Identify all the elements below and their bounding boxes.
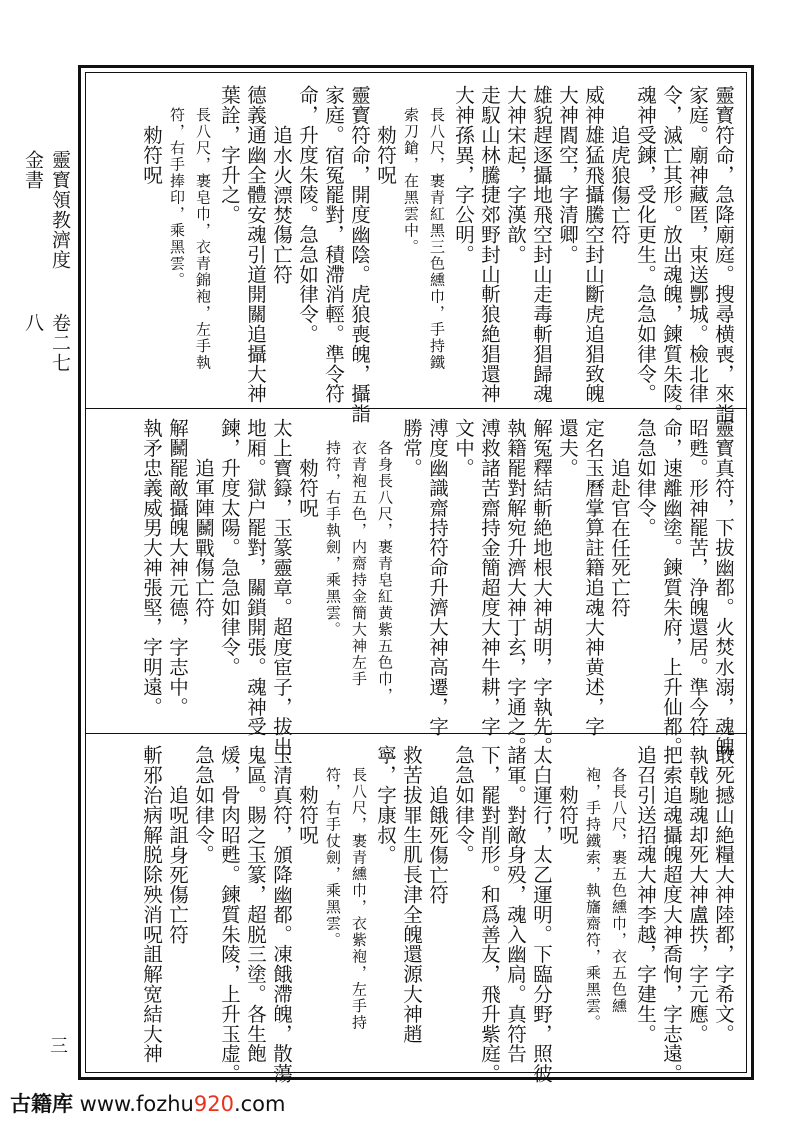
text-column: 執矛忠義威男大神張堅，字明遠。 (140, 418, 163, 717)
text-column: 靈寳真符，下拔幽都。火焚水溺，魂魄 (712, 418, 735, 757)
text-column: 葉詮，字升之。 (218, 85, 241, 225)
text-column: 解鬭罷敵攝魄大神元德，字志中。 (166, 418, 189, 717)
text-column: 追餓死傷亡符 (426, 785, 449, 905)
text-column: 各身長八尺，裹青皂紅黄紫五色巾， (376, 440, 394, 704)
text-column: 鍊，升度太陽。急急如律令。 (218, 418, 241, 677)
text-register-top (86, 85, 746, 424)
text-column: 昭甦。形神罷苦，浄魄還居。準今符 (686, 418, 709, 737)
text-column: 寧，字康叔。 (374, 745, 397, 865)
page-number: 三 (50, 1036, 68, 1057)
book-title (22, 150, 74, 380)
text-column: 追虎狼傷亡符 (608, 125, 631, 245)
text-column: 太上寳籙，玉篆靈章。超度宦子，拔出 (270, 418, 293, 757)
watermark-footer (10, 1088, 285, 1118)
volume-number: 卷二七八 (22, 312, 71, 373)
text-column: 大神孫異，字公明。 (452, 85, 475, 265)
book-title-text: 靈寳領教濟度金書 (22, 150, 71, 270)
text-column: 救苦拔罪生肌長津全魄還源大神趙 (400, 745, 423, 1044)
register-divider-2 (86, 733, 746, 734)
text-column: 大神宋起，字漢歆。 (504, 85, 527, 265)
text-column: 把索追魂攝魄超度大神喬恂，字志遠。 (660, 745, 683, 1084)
text-column: 定名玉曆掌算註籍追魂大神黄述，字 (582, 418, 605, 737)
text-column: 家庭。廟神藏匿，束送酆城。檢北律 (686, 85, 709, 404)
text-register-middle (86, 418, 746, 757)
page-frame (78, 65, 754, 1084)
text-column: 玉清真符，頒降幽都。凍餓滯魄，散蕩 (270, 745, 293, 1084)
text-column: 各長八尺，裹五色纁巾，衣五色纁 (610, 767, 628, 1015)
text-column: 執戟馳魂却死大神盧抶，字元應。 (686, 745, 709, 1044)
footer-url-number: 920 (193, 1092, 234, 1116)
text-column: 勑符呪 (556, 785, 579, 845)
text-column: 急急如律令。 (192, 745, 215, 865)
text-column: 德義通幽全體安魂引道開關追攝大神 (244, 85, 267, 404)
text-column: 追赴官在任死亡符 (608, 458, 631, 618)
text-column: 大神閻空，字清卿。 (556, 85, 579, 265)
text-column: 斬邪治病解脱除殃消呪詛解宽結大神 (140, 745, 163, 1064)
text-column: 家庭。宿冤罷對，積滯消輕。準令符 (322, 85, 345, 404)
text-column: 符，右手捧印，乘黑雲。 (168, 107, 186, 289)
text-column: 下，罷對削形。和爲善友，飛升紫庭。 (478, 745, 501, 1084)
text-column: 執籍罷對解宛升濟大神丁玄，字通之。 (504, 418, 527, 757)
text-column: 追召引送招魂大神李越，字建生。 (634, 745, 657, 1044)
text-column: 諸軍。對敵身殁，魂入幽扃。真符告 (504, 745, 527, 1064)
text-column: 威神雄猛飛攝騰空封山斷虎追猖致魄 (582, 85, 605, 404)
text-column: 急急如律令。 (634, 418, 657, 538)
footer-url-prefix: www.fozhu (73, 1092, 194, 1116)
text-column: 勝常。 (400, 418, 423, 478)
text-column: 長八尺，裹皂巾，衣青錦袍，左手執 (194, 107, 212, 371)
page-frame-inner (85, 72, 747, 1084)
text-register-bottom (86, 745, 746, 1084)
text-column: 文中。 (452, 418, 475, 478)
text-column: 溥度幽識齋持符命升濟大神高遷，字 (426, 418, 449, 737)
text-column: 命，速離幽塗。鍊質朱府，上升仙都。 (660, 418, 683, 757)
text-column: 解冤釋結斬絶地根大神胡明，字執先。 (530, 418, 553, 757)
text-column: 鬼區。賜之玉篆，超脱三塗。各生飽 (244, 745, 267, 1064)
text-column: 靈寳符命，開度幽陰。虎狼喪魄，攝詣 (348, 85, 371, 424)
text-column: 長八尺，裹青纁巾，衣紫袍，左手持 (350, 767, 368, 1031)
text-column: 靈寳符命，急降廟庭。搜尋横喪，來詣 (712, 85, 735, 424)
text-column: 索刀鎗，在黑雲中。 (402, 107, 420, 256)
text-column: 走馭山林騰捷郊野封山斬狼絶猖還神 (478, 85, 501, 404)
text-column: 追呪詛身死傷亡符 (166, 785, 189, 945)
text-column: 追軍陣鬭戰傷亡符 (192, 458, 215, 618)
text-column: 地厢。獄户罷對，關鎖開張。魂神受 (244, 418, 267, 737)
text-column: 袍，手持鐵索，執旛齋符，乘黑雲。 (584, 767, 602, 1031)
text-column: 勑符呪 (296, 458, 319, 518)
text-column: 急急如律令。 (452, 745, 475, 865)
text-column: 勑符呪 (140, 125, 163, 185)
text-column: 追水火漂焚傷亡符 (270, 125, 293, 285)
text-column: 敢死撼山絶糧大神陸都，字希文。 (712, 745, 735, 1044)
text-column: 持符，右手執劍，乘黑雲。 (324, 440, 342, 638)
text-column: 令，滅亡其形。放出魂魄，鍊質朱陵。 (660, 85, 683, 424)
footer-brand: 古籍库 (10, 1092, 73, 1116)
text-column: 勑符呪 (374, 125, 397, 185)
register-divider-1 (86, 408, 746, 409)
text-column: 衣青袍五色，内齋持金簡大神左手 (350, 440, 368, 688)
text-column: 雄貌趕逐攝地飛空封山走毒斬猖歸魂 (530, 85, 553, 404)
text-column: 煖，骨肉昭甦。鍊質朱陵，上升玉虚。 (218, 745, 241, 1084)
footer-url-suffix: .com (233, 1092, 286, 1116)
text-column: 太白運行，太乙運明。下臨分野，照彼 (530, 745, 553, 1084)
text-column: 長八尺，裹青紅黑三色纁巾，手持鐵 (428, 107, 446, 371)
text-column: 勑符呪 (296, 785, 319, 845)
text-column: 還夫。 (556, 418, 579, 478)
text-column: 命，升度朱陵。急急如律令。 (296, 85, 319, 344)
text-column: 溥救諸苦齋持金簡超度大神牛耕，字 (478, 418, 501, 737)
text-column: 符，右手仗劍，乘黑雲。 (324, 767, 342, 949)
text-column: 魂神受鍊，受化更生。急急如律令。 (634, 85, 657, 404)
